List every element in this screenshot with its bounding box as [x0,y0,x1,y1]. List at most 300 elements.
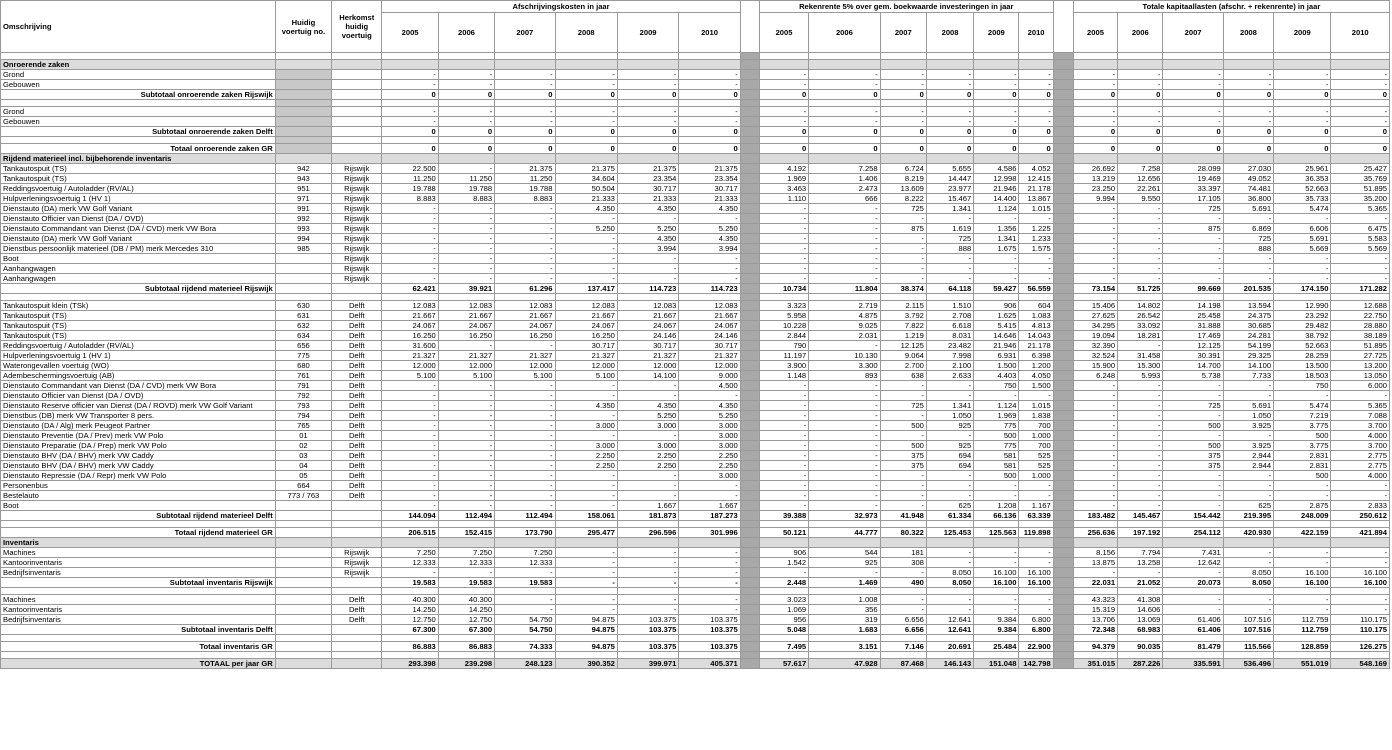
value-cell: 4.000 [1331,431,1390,441]
value-cell: 16.100 [1019,568,1053,578]
value-cell: - [1019,254,1053,264]
value-cell: 0 [974,144,1019,154]
value-cell: 4.875 [809,311,880,321]
value-cell [495,100,555,107]
value-cell: - [809,411,880,421]
value-cell: 19.788 [382,184,438,194]
value-cell: - [974,491,1019,501]
value-cell: 51.895 [1331,184,1390,194]
value-cell: - [438,451,494,461]
value-cell: 7.258 [1118,164,1163,174]
value-cell: 27.625 [1073,311,1117,321]
value-cell [555,137,617,144]
row-label: Subtotaal onroerende zaken Delft [1,127,276,137]
value-cell: - [382,224,438,234]
value-cell: - [1073,481,1117,491]
value-cell [495,538,555,548]
value-cell [880,53,926,60]
value-cell: 9.064 [880,351,926,361]
value-cell: 405.371 [679,659,740,669]
column-separator [740,421,759,431]
value-cell: 888 [926,244,973,254]
header-year: 2010 [1331,13,1390,53]
value-cell: - [759,401,808,411]
value-cell [974,53,1019,60]
value-cell [1331,635,1390,642]
value-cell [617,652,678,659]
vehicle-number [275,70,331,80]
value-cell: - [382,441,438,451]
value-cell: 7.258 [809,164,880,174]
value-cell: 43.323 [1073,595,1117,605]
value-cell [1331,137,1390,144]
vehicle-number: 680 [275,361,331,371]
value-cell: 548.169 [1331,659,1390,669]
value-cell [759,588,808,595]
origin-cell [332,144,382,154]
value-cell: - [1118,411,1163,421]
value-cell: 295.477 [555,528,617,538]
value-cell: 31.888 [1163,321,1223,331]
value-cell: - [926,595,973,605]
row-label: Tankautospuit (TS) [1,311,276,321]
origin-cell [332,578,382,588]
header-year: 2005 [1073,13,1117,53]
value-cell: - [617,548,678,558]
table-row [1,548,1390,558]
value-cell [555,521,617,528]
value-cell [438,635,494,642]
value-cell: 10.228 [759,321,808,331]
column-separator [740,154,759,164]
value-cell [555,635,617,642]
value-cell: - [438,254,494,264]
value-cell: 21.946 [974,341,1019,351]
table-row [1,411,1390,421]
value-cell: 925 [926,441,973,451]
value-cell: - [438,461,494,471]
column-separator [740,80,759,90]
value-cell: - [1118,107,1163,117]
value-cell: 4.350 [617,204,678,214]
value-cell [495,521,555,528]
section-row [1,60,1390,70]
value-cell: 351.015 [1073,659,1117,669]
value-cell: 12.000 [617,361,678,371]
origin-cell: Delft [332,491,382,501]
row-label: Subtotaal rijdend materieel Rijswijk [1,284,276,294]
value-cell: 23.977 [926,184,973,194]
value-cell: 35.733 [1274,194,1331,204]
vehicle-number [275,254,331,264]
value-cell: - [495,244,555,254]
value-cell: - [1223,558,1273,568]
origin-cell [332,625,382,635]
value-cell: 12.000 [495,361,555,371]
header-omschrijving: Omschrijving [1,1,276,53]
value-cell: - [974,264,1019,274]
value-cell: 12.415 [1019,174,1053,184]
row-label: Boot [1,501,276,511]
value-cell: 8.050 [1223,578,1273,588]
value-cell: - [759,214,808,224]
value-cell: 422.159 [1274,528,1331,538]
value-cell: 1.542 [759,558,808,568]
value-cell: 2.944 [1223,451,1273,461]
value-cell: 0 [759,127,808,137]
value-cell: 12.642 [1163,558,1223,568]
value-cell: 9.000 [679,371,740,381]
origin-cell [332,107,382,117]
value-cell: 3.023 [759,595,808,605]
value-cell: 15.300 [1118,361,1163,371]
value-cell: 2.719 [809,301,880,311]
value-cell: 1.341 [974,234,1019,244]
value-cell: 8.156 [1073,548,1117,558]
value-cell: 68.983 [1118,625,1163,635]
value-cell: - [382,117,438,127]
value-cell: 500 [880,441,926,451]
value-cell: - [382,421,438,431]
value-cell: 21.667 [438,311,494,321]
origin-cell [332,284,382,294]
blank-row [1,652,1390,659]
value-cell: 21.327 [679,351,740,361]
value-cell: 875 [1163,224,1223,234]
value-cell: 23.482 [926,341,973,351]
value-cell: 6.724 [880,164,926,174]
value-cell: 0 [1019,90,1053,100]
value-cell [679,53,740,60]
value-cell: 0 [1073,90,1117,100]
value-cell: - [438,234,494,244]
row-label: Grond [1,70,276,80]
value-cell: - [1223,381,1273,391]
column-separator [1053,625,1073,635]
value-cell: - [759,224,808,234]
value-cell: - [1331,80,1390,90]
value-cell: - [1331,117,1390,127]
column-separator [1053,311,1073,321]
vehicle-number [275,538,331,548]
origin-cell: Delft [332,411,382,421]
row-label: Tankautospuit (TS) [1,331,276,341]
value-cell: - [679,107,740,117]
value-cell: 125.453 [926,528,973,538]
blank-row [1,521,1390,528]
value-cell: 24.067 [438,321,494,331]
value-cell [1331,154,1390,164]
value-cell: 24.281 [1223,331,1273,341]
value-cell: 0 [880,127,926,137]
value-cell: 7.998 [926,351,973,361]
value-cell [1118,635,1163,642]
value-cell: - [382,451,438,461]
value-cell: 112.494 [495,511,555,521]
row-label: Dienstauto Commandant van Dienst (DA / CVD) merk VW Bora [1,381,276,391]
vehicle-number [275,60,331,70]
origin-cell [332,53,382,60]
value-cell: 7.146 [880,642,926,652]
row-label: Subtotaal inventaris Rijswijk [1,578,276,588]
column-separator [740,481,759,491]
value-cell [495,588,555,595]
value-cell [382,635,438,642]
row-label: Dienstauto Officier van Dienst (DA / OVD) [1,391,276,401]
table-row [1,107,1390,117]
value-cell: - [555,274,617,284]
value-cell: 1.225 [1019,224,1053,234]
value-cell [1163,137,1223,144]
value-cell: - [382,411,438,421]
table-row [1,214,1390,224]
value-cell: 90.035 [1118,642,1163,652]
value-cell [1274,635,1331,642]
value-cell: 0 [1073,127,1117,137]
value-cell: - [495,501,555,511]
vehicle-number: 775 [275,351,331,361]
table-row [1,254,1390,264]
table-row [1,321,1390,331]
value-cell [926,635,973,642]
value-cell [759,294,808,301]
value-cell: 201.535 [1223,284,1273,294]
value-cell: 1.341 [926,204,973,214]
origin-cell: Rijswijk [332,568,382,578]
origin-cell: Rijswijk [332,234,382,244]
value-cell [1073,60,1117,70]
value-cell: 34.295 [1073,321,1117,331]
table-row [1,264,1390,274]
origin-cell: Delft [332,301,382,311]
column-separator [1053,214,1073,224]
value-cell: 29.325 [1223,351,1273,361]
value-cell: 8.050 [926,568,973,578]
value-cell: 54.750 [495,615,555,625]
value-cell [1163,100,1223,107]
value-cell: 21.667 [495,311,555,321]
value-cell: 14.400 [974,194,1019,204]
value-cell: - [759,274,808,284]
value-cell: 925 [809,558,880,568]
table-row [1,481,1390,491]
value-cell: 52.663 [1274,184,1331,194]
value-cell: 10.734 [759,284,808,294]
value-cell: - [1118,234,1163,244]
value-cell: 2.775 [1331,461,1390,471]
value-cell: 0 [926,144,973,154]
value-cell: - [438,264,494,274]
total-row [1,528,1390,538]
row-label: Totaal onroerende zaken GR [1,144,276,154]
value-cell: 1.406 [809,174,880,184]
value-cell: 1.015 [1019,204,1053,214]
column-separator [1053,127,1073,137]
value-cell: - [926,558,973,568]
value-cell [1163,652,1223,659]
value-cell: 0 [438,144,494,154]
value-cell: 0 [679,127,740,137]
column-separator [740,53,759,60]
total-row [1,144,1390,154]
value-cell: - [438,431,494,441]
vehicle-number: 794 [275,411,331,421]
value-cell: 1.510 [926,301,973,311]
value-cell: - [1118,471,1163,481]
value-cell: - [880,568,926,578]
value-cell: - [1331,558,1390,568]
value-cell [1274,294,1331,301]
row-label: Dienstauto Reserve officier van Dienst (DA / ROVD) merk VW Golf Variant [1,401,276,411]
value-cell: 4.050 [1019,371,1053,381]
value-cell: 12.083 [438,301,494,311]
value-cell [974,137,1019,144]
value-cell: - [1118,264,1163,274]
value-cell: - [809,461,880,471]
value-cell: - [1073,264,1117,274]
value-cell [1019,588,1053,595]
vehicle-number: 992 [275,214,331,224]
value-cell: - [495,80,555,90]
value-cell [1019,294,1053,301]
value-cell: 0 [1223,90,1273,100]
value-cell: 12.083 [495,301,555,311]
value-cell: 2.844 [759,331,808,341]
value-cell: - [382,264,438,274]
table-row [1,381,1390,391]
value-cell [1223,53,1273,60]
value-cell: 21.667 [679,311,740,321]
value-cell [759,635,808,642]
value-cell: 12.125 [880,341,926,351]
table-row [1,274,1390,284]
value-cell: 4.350 [617,234,678,244]
value-cell: 0 [1019,144,1053,154]
value-cell: 581 [974,461,1019,471]
value-cell [438,53,494,60]
vehicle-number: 942 [275,164,331,174]
value-cell: - [438,491,494,501]
value-cell: 4.192 [759,164,808,174]
vehicle-number [275,53,331,60]
value-cell [880,521,926,528]
column-separator [740,615,759,625]
value-cell: 72.348 [1073,625,1117,635]
value-cell: 581 [974,451,1019,461]
value-cell: 421.894 [1331,528,1390,538]
value-cell: - [555,80,617,90]
value-cell: - [1118,224,1163,234]
value-cell: 21.333 [617,194,678,204]
value-cell: 15.319 [1073,605,1117,615]
value-cell [1223,137,1273,144]
value-cell: 21.667 [617,311,678,321]
value-cell: 0 [1163,144,1223,154]
value-cell: 59.427 [974,284,1019,294]
vehicle-number [275,127,331,137]
value-cell: 15.467 [926,194,973,204]
column-separator [740,164,759,174]
value-cell: 51.725 [1118,284,1163,294]
value-cell: - [880,117,926,127]
row-label: Dienstauto BHV (DA / BHV) merk VW Caddy [1,451,276,461]
vehicle-number: 761 [275,371,331,381]
vehicle-number [275,274,331,284]
value-cell [1118,538,1163,548]
column-separator [1053,568,1073,578]
value-cell: - [555,578,617,588]
value-cell: - [1274,80,1331,90]
row-label: Bedrijfsinventaris [1,568,276,578]
value-cell: - [679,605,740,615]
value-cell [974,100,1019,107]
value-cell: - [809,401,880,411]
subtotal-row [1,625,1390,635]
value-cell: 6.475 [1331,224,1390,234]
value-cell: - [974,70,1019,80]
column-separator [1053,321,1073,331]
value-cell: 25.484 [974,642,1019,652]
value-cell: - [438,107,494,117]
value-cell: - [809,451,880,461]
value-cell [679,137,740,144]
value-cell: - [1163,595,1223,605]
vehicle-number [275,80,331,90]
value-cell [495,635,555,642]
value-cell [382,137,438,144]
column-separator [740,100,759,107]
column-separator [740,568,759,578]
table-row [1,361,1390,371]
value-cell [679,294,740,301]
value-cell: 888 [1223,244,1273,254]
column-separator [740,471,759,481]
value-cell: - [1073,70,1117,80]
vehicle-number: 656 [275,341,331,351]
value-cell: - [382,501,438,511]
value-cell: - [974,595,1019,605]
value-cell [926,521,973,528]
value-cell: 2.775 [1331,451,1390,461]
value-cell: 38.374 [880,284,926,294]
value-cell: 6.000 [1331,381,1390,391]
column-separator [1053,595,1073,605]
value-cell: - [382,80,438,90]
value-cell: 24.067 [679,321,740,331]
vehicle-number [275,578,331,588]
value-cell: 66.136 [974,511,1019,521]
value-cell: 0 [1163,90,1223,100]
origin-cell [332,117,382,127]
value-cell: 3.000 [617,441,678,451]
value-cell: - [495,471,555,481]
value-cell: - [1223,254,1273,264]
value-cell: 700 [1019,421,1053,431]
value-cell [1331,588,1390,595]
value-cell: 86.883 [382,642,438,652]
column-separator [1053,501,1073,511]
value-cell: 21.178 [1019,184,1053,194]
value-cell: - [1118,204,1163,214]
value-cell: 1.619 [926,224,973,234]
value-cell: - [1019,107,1053,117]
value-cell: 52.663 [1274,341,1331,351]
row-label: Subtotaal onroerende zaken Rijswijk [1,90,276,100]
value-cell: - [617,107,678,117]
value-cell: - [926,548,973,558]
value-cell: 3.000 [617,421,678,431]
value-cell: 12.083 [617,301,678,311]
